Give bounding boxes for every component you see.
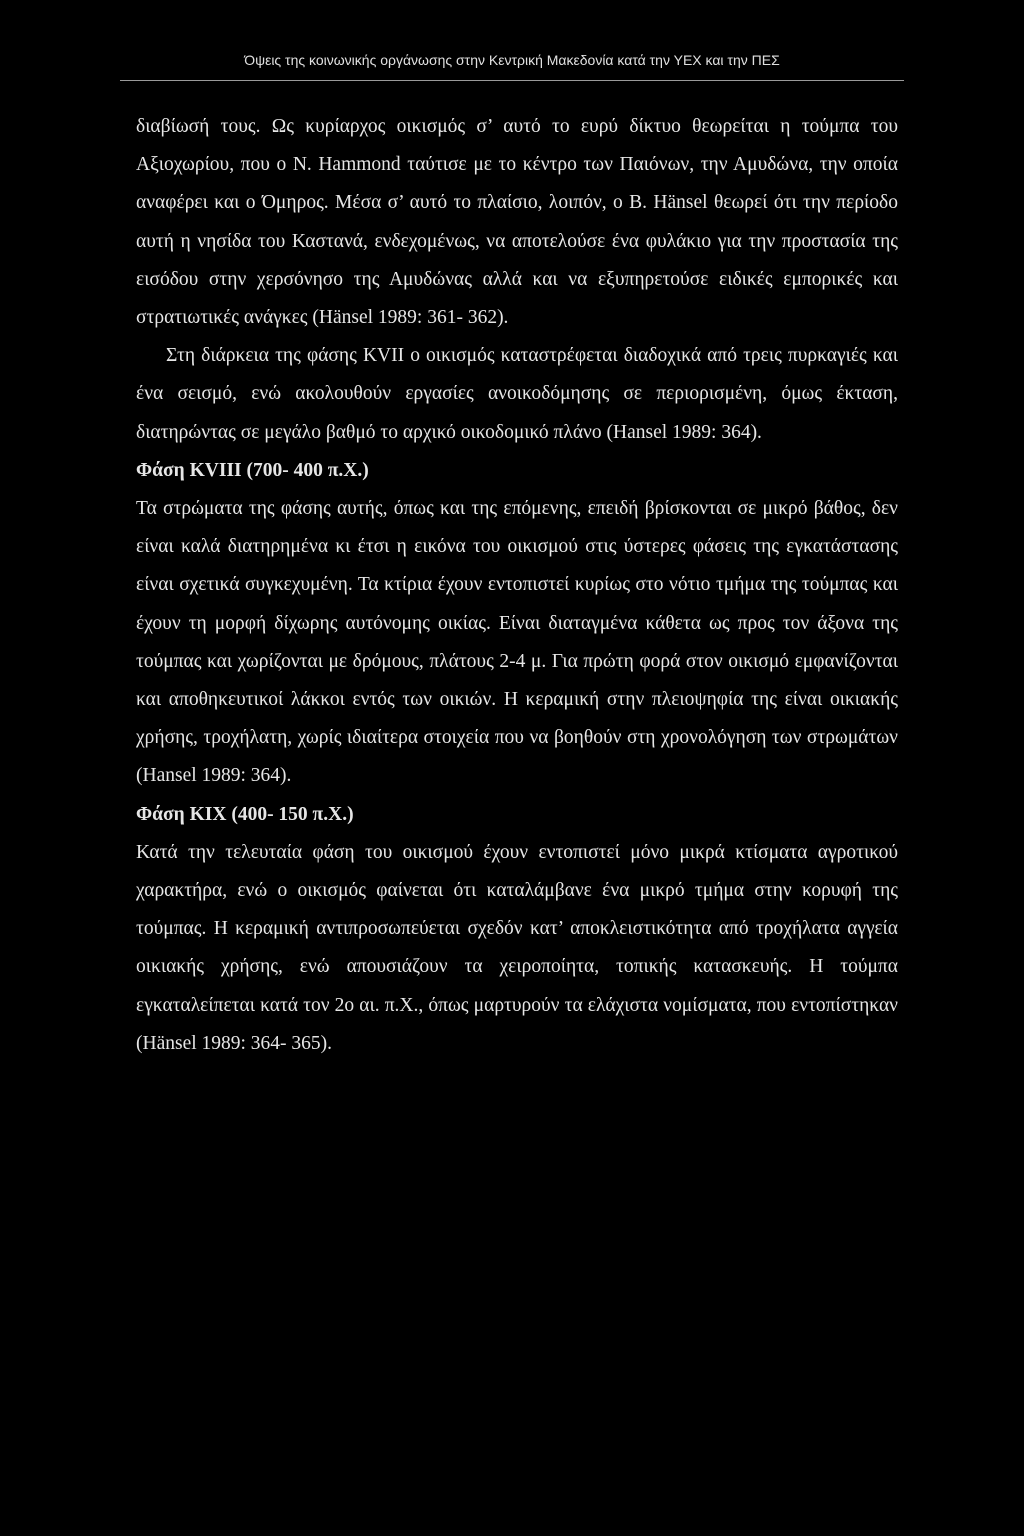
section-heading-kix: Φάση KIX (400- 150 π.Χ.): [136, 803, 354, 825]
header-rule: [120, 80, 904, 81]
paragraph-3: Τα στρώματα της φάσης αυτής, όπως και της επόμενης, επειδή βρίσκονται σε μικρό βάθος, δεν είναι καλά διατηρημένα κι έτσι η εικόνα του οικισμού στις ύστερες φάσεις της εγκατάστασης είναι σχετικά συγκεχυμένη. Τα κτίρια έχουν εντοπιστεί κυρίως στο νότιο τμήμα της τούμπας και έχουν τη μορφή δίχωρης αυτόνομης οικίας. Είναι διαταγμένα κάθετα ως προς τον άξονα της τούμπας και χωρίζονται με δρόμους, πλάτους 2-4 μ. Για πρώτη φορά στον οικισμό εμφανίζονται και αποθηκευτικοί λάκκοι εντός των οικιών. Η κεραμική στην πλειοψηφία της είναι οικιακής χρήσης, τροχήλατη, χωρίς ιδιαίτερα στοιχεία που να βοηθούν στη χρονολόγηση των στρωμάτων (Hansel 1989: 364).: [136, 498, 898, 787]
page-body: [136, 108, 898, 1063]
paragraph-2: Στη διάρκεια της φάσης KVII ο οικισμός καταστρέφεται διαδοχικά από τρεις πυρκαγιές και ένα σεισμό, ενώ ακολουθούν εργασίες ανοικοδόμησης σε περιορισμένη, όμως έκταση, διατηρώντας σε μεγάλο βαθμό το αρχικό οικοδομικό πλάνο (Hansel 1989: 364).: [136, 345, 898, 443]
running-header: Όψεις της κοινωνικής οργάνωσης στην Κεντρική Μακεδονία κατά την ΥΕΧ και την ΠΕΣ: [244, 52, 780, 68]
paragraph-1: διαβίωσή τους. Ως κυρίαρχος οικισμός σ’ αυτό το ευρύ δίκτυο θεωρείται η τούμπα του Αξιοχωρίου, που ο Ν. Hammond ταύτισε με το κέντρο των Παιόνων, την Αμυδώνα, την οποία αναφέρει και ο Όμηρος. Μέσα σ’ αυτό το πλαίσιο, λοιπόν, ο Β. Hänsel θεωρεί ότι την περίοδο αυτή η νησίδα του Καστανά, ενδεχομένως, να αποτελούσε ένα φυλάκιο για την προστασία της εισόδου στην χερσόνησο της Αμυδώνας αλλά και να εξυπηρετούσε ειδικές εμπορικές και στρατιωτικές ανάγκες (Hänsel 1989: 361- 362).: [136, 116, 898, 329]
section-heading-kviii: Φάση KVIII (700- 400 π.Χ.): [136, 459, 369, 481]
paragraph-4: Κατά την τελευταία φάση του οικισμού έχουν εντοπιστεί μόνο μικρά κτίσματα αγροτικού χαρακτήρα, ενώ ο οικισμός φαίνεται ότι καταλάμβανε ένα μικρό τμήμα στην κορυφή της τούμπας. Η κεραμική αντιπροσωπεύεται σχεδόν κατ’ αποκλειστικότητα από τροχήλατα αγγεία οικιακής χρήσης, ενώ απουσιάζουν τα χειροποίητα, τοπικής κατασκευής. Η τούμπα εγκαταλείπεται κατά τον 2ο αι. π.Χ., όπως μαρτυρούν τα ελάχιστα νομίσματα, που εντοπίστηκαν (Hänsel 1989: 364- 365).: [136, 841, 898, 1054]
